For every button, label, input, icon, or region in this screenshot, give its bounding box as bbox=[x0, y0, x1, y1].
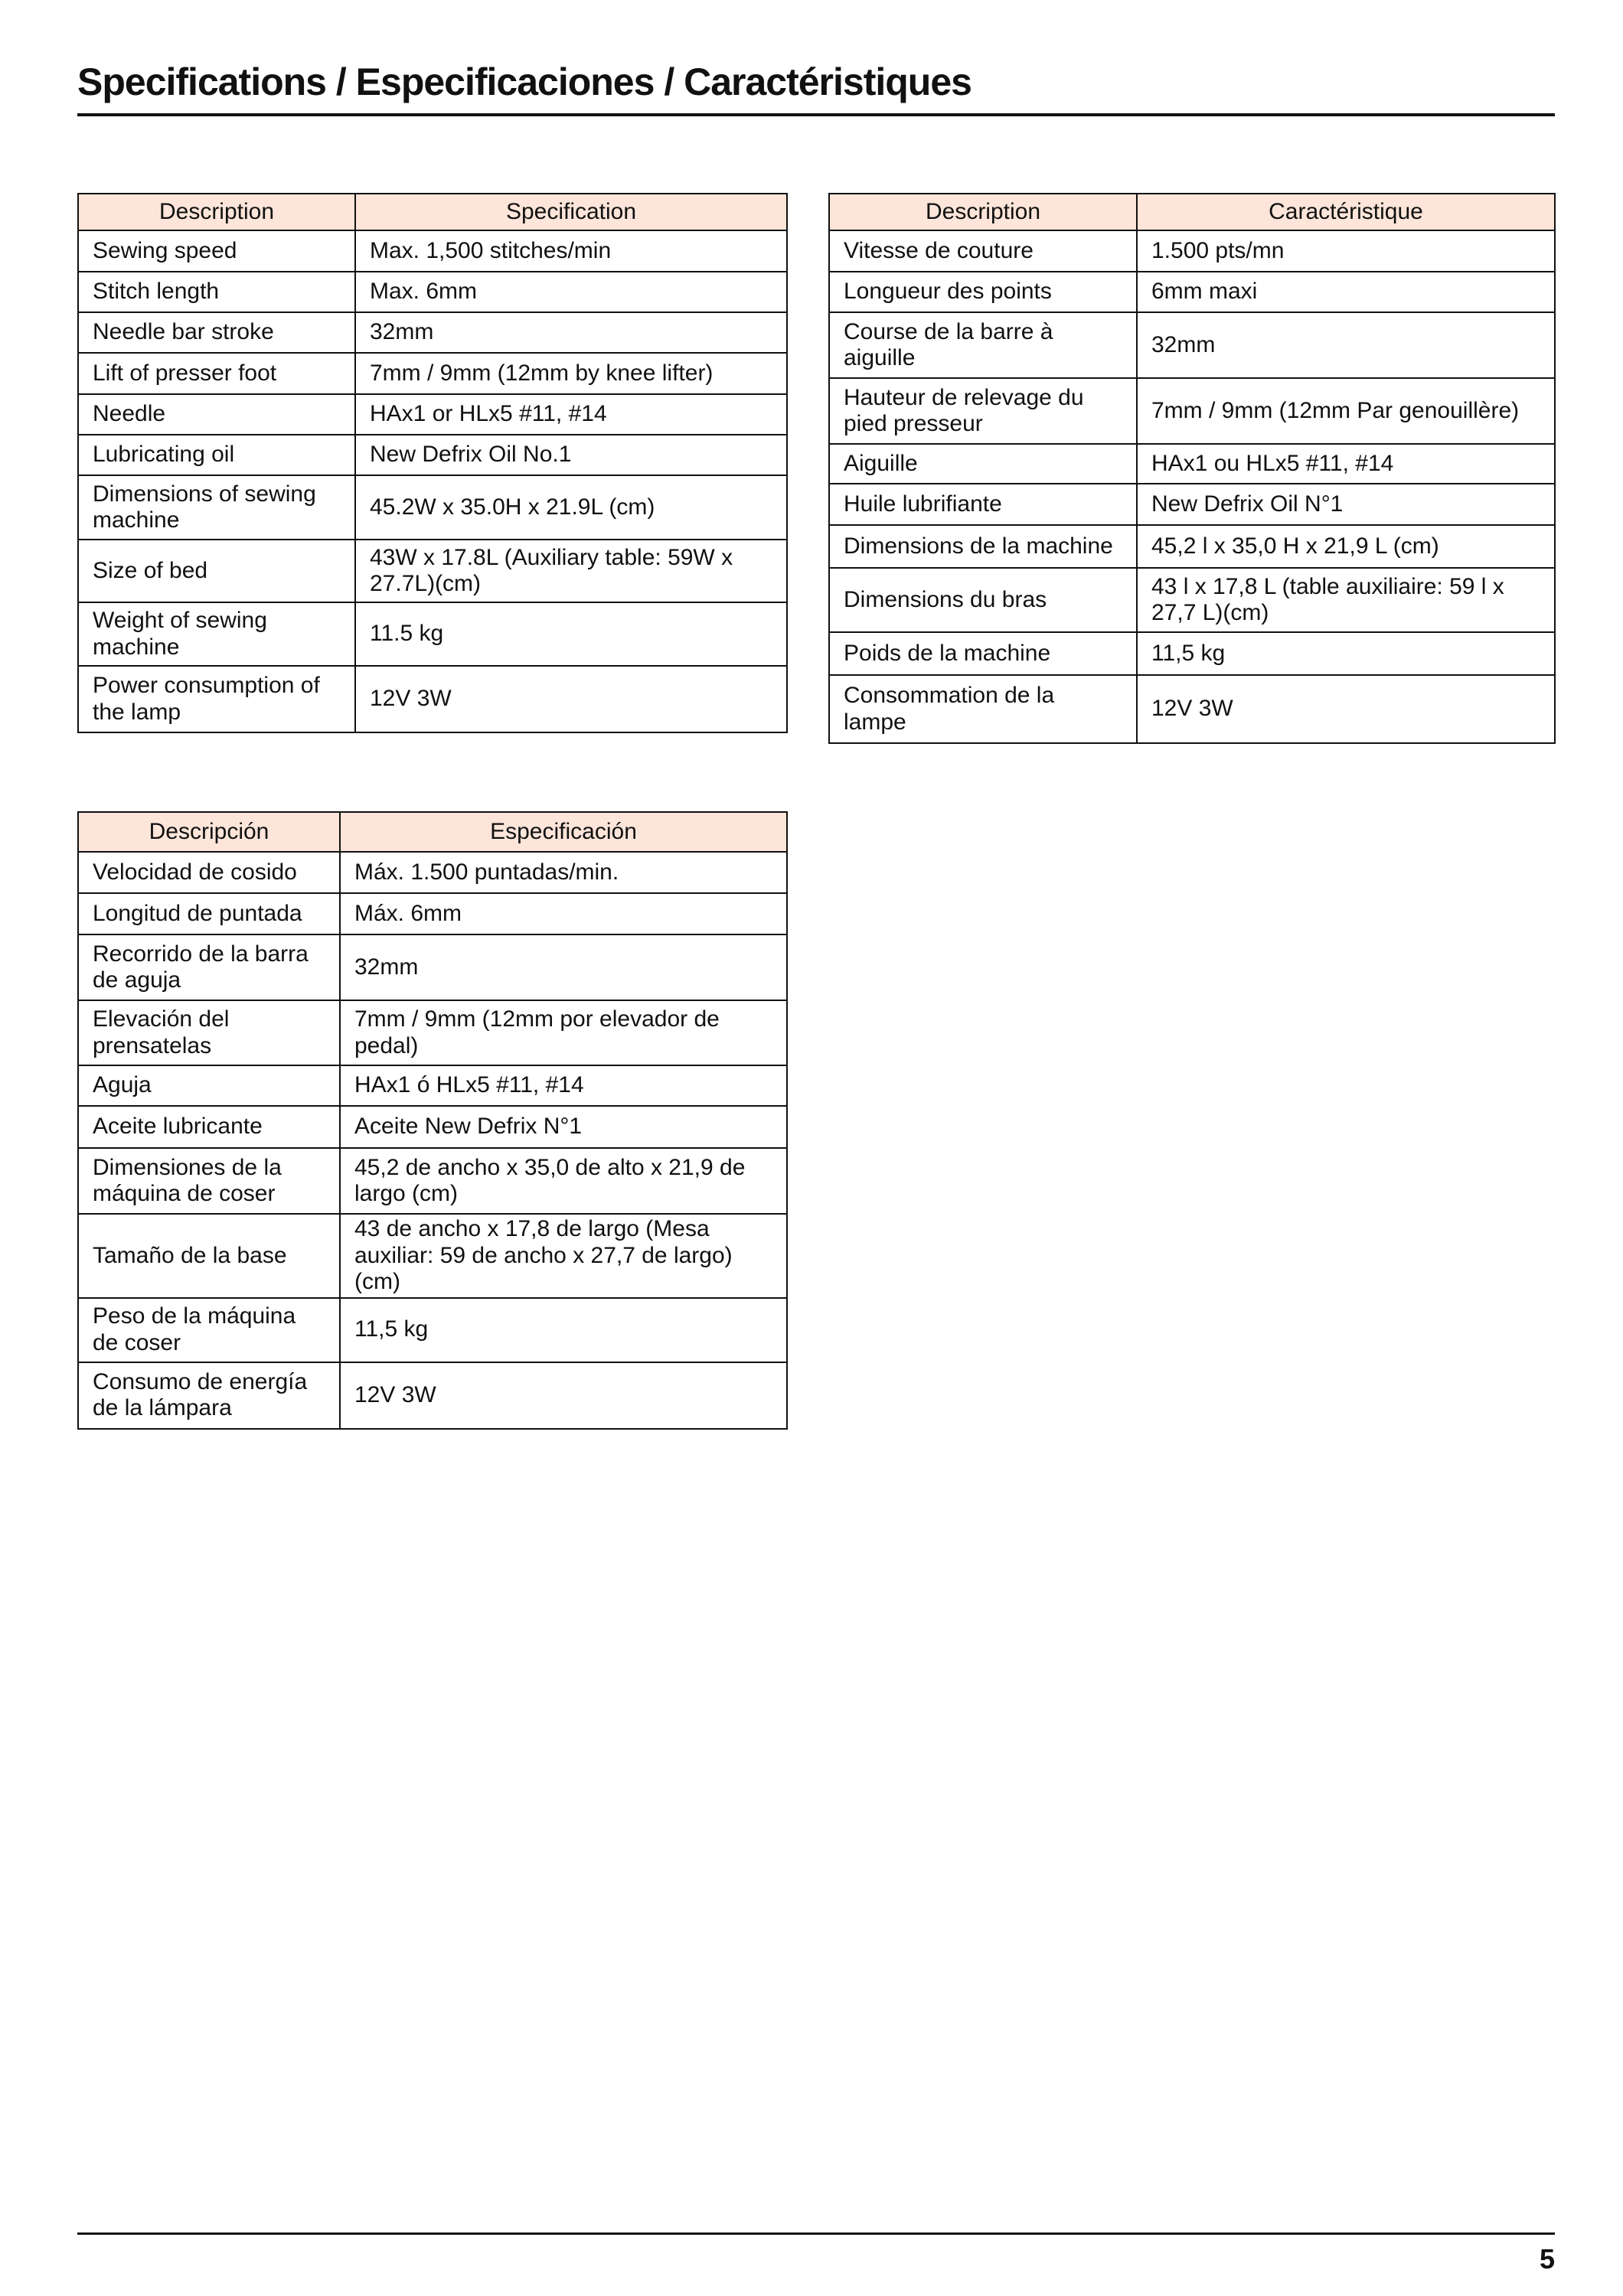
table-row bbox=[78, 230, 787, 272]
row-value: 43 l x 17,8 L (table auxiliaire: 59 l x 27,7 L)(cm) bbox=[1137, 568, 1555, 632]
page-number: 5 bbox=[1539, 2243, 1555, 2275]
row-value: 12V 3W bbox=[355, 666, 787, 732]
table-row bbox=[829, 444, 1555, 484]
table-row bbox=[78, 1148, 787, 1214]
row-value: HAx1 ou HLx5 #11, #14 bbox=[1137, 444, 1555, 484]
header-description: Description bbox=[78, 194, 355, 230]
table-row bbox=[78, 435, 787, 475]
row-value: New Defrix Oil N°1 bbox=[1137, 484, 1555, 525]
header-caracteristique: Caractéristique bbox=[1137, 194, 1555, 230]
row-label: Power consumption of the lamp bbox=[78, 666, 355, 732]
table-row bbox=[829, 632, 1555, 675]
row-value: 11.5 kg bbox=[355, 602, 787, 666]
row-value: 43W x 17.8L (Auxiliary table: 59W x 27.7L)(cm) bbox=[355, 540, 787, 602]
table-row bbox=[829, 312, 1555, 378]
table-row bbox=[78, 893, 787, 934]
row-label: Longitud de puntada bbox=[78, 893, 340, 934]
row-label: Needle bbox=[78, 394, 355, 435]
row-label: Aceite lubricante bbox=[78, 1106, 340, 1148]
row-value: 11,5 kg bbox=[1137, 632, 1555, 675]
table-row bbox=[78, 602, 787, 666]
row-label: Course de la barre à aiguille bbox=[829, 312, 1137, 378]
header-especificacion: Especificación bbox=[340, 812, 787, 852]
row-value: 32mm bbox=[1137, 312, 1555, 378]
row-label: Lubricating oil bbox=[78, 435, 355, 475]
row-label: Dimensions du bras bbox=[829, 568, 1137, 632]
row-label: Aiguille bbox=[829, 444, 1137, 484]
footer-divider bbox=[77, 2232, 1555, 2235]
row-label: Needle bar stroke bbox=[78, 312, 355, 353]
row-value: 45,2 l x 35,0 H x 21,9 L (cm) bbox=[1137, 525, 1555, 568]
row-label: Consommation de la lampe bbox=[829, 675, 1137, 743]
row-value: Max. 6mm bbox=[355, 272, 787, 312]
row-label: Hauteur de relevage du pied presseur bbox=[829, 378, 1137, 444]
row-label: Velocidad de cosido bbox=[78, 852, 340, 893]
table-row bbox=[829, 568, 1555, 632]
row-value: 7mm / 9mm (12mm por elevador de pedal) bbox=[340, 1000, 787, 1065]
row-label: Consumo de energía de la lámpara bbox=[78, 1362, 340, 1429]
row-value: Máx. 1.500 puntadas/min. bbox=[340, 852, 787, 893]
row-label: Huile lubrifiante bbox=[829, 484, 1137, 525]
table-row bbox=[829, 484, 1555, 525]
table-row bbox=[78, 540, 787, 602]
page-title: Specifications / Especificaciones / Caractéristiques bbox=[77, 60, 972, 103]
row-label: Peso de la máquina de coser bbox=[78, 1298, 340, 1362]
row-label: Recorrido de la barra de aguja bbox=[78, 934, 340, 1000]
row-value: 7mm / 9mm (12mm Par genouillère) bbox=[1137, 378, 1555, 444]
row-value: New Defrix Oil No.1 bbox=[355, 435, 787, 475]
table-header-row bbox=[78, 812, 787, 852]
row-label: Lift of presser foot bbox=[78, 353, 355, 394]
table-row bbox=[78, 666, 787, 732]
table-row bbox=[829, 378, 1555, 444]
table-row bbox=[78, 394, 787, 435]
row-value: Aceite New Defrix N°1 bbox=[340, 1106, 787, 1148]
row-label: Poids de la machine bbox=[829, 632, 1137, 675]
table-row bbox=[829, 525, 1555, 568]
row-value: Max. 1,500 stitches/min bbox=[355, 230, 787, 272]
row-value: 12V 3W bbox=[340, 1362, 787, 1429]
table-header-row bbox=[829, 194, 1555, 230]
row-value: 7mm / 9mm (12mm by knee lifter) bbox=[355, 353, 787, 394]
row-value: 1.500 pts/mn bbox=[1137, 230, 1555, 272]
table-row bbox=[78, 353, 787, 394]
table-row bbox=[78, 1214, 787, 1298]
header-specification: Specification bbox=[355, 194, 787, 230]
row-value: HAx1 ó HLx5 #11, #14 bbox=[340, 1065, 787, 1106]
table-row bbox=[78, 1362, 787, 1429]
table-row bbox=[78, 1106, 787, 1148]
row-label: Dimensiones de la máquina de coser bbox=[78, 1148, 340, 1214]
table-row bbox=[78, 1000, 787, 1065]
table-row bbox=[829, 272, 1555, 312]
row-value: 32mm bbox=[355, 312, 787, 353]
row-label: Weight of sewing machine bbox=[78, 602, 355, 666]
row-label: Dimensions of sewing machine bbox=[78, 475, 355, 540]
row-value: 11,5 kg bbox=[340, 1298, 787, 1362]
row-label: Aguja bbox=[78, 1065, 340, 1106]
french-spec-table bbox=[828, 193, 1556, 744]
table-row bbox=[829, 675, 1555, 743]
row-value: HAx1 or HLx5 #11, #14 bbox=[355, 394, 787, 435]
row-value: 6mm maxi bbox=[1137, 272, 1555, 312]
spanish-spec-table bbox=[77, 811, 788, 1430]
title-divider bbox=[77, 113, 1555, 116]
row-label: Vitesse de couture bbox=[829, 230, 1137, 272]
table-row bbox=[78, 852, 787, 893]
table-row bbox=[829, 230, 1555, 272]
row-label: Elevación del prensatelas bbox=[78, 1000, 340, 1065]
table-row bbox=[78, 272, 787, 312]
row-value: 45.2W x 35.0H x 21.9L (cm) bbox=[355, 475, 787, 540]
table-row bbox=[78, 475, 787, 540]
row-value: 45,2 de ancho x 35,0 de alto x 21,9 de largo (cm) bbox=[340, 1148, 787, 1214]
header-description: Description bbox=[829, 194, 1137, 230]
row-value: 32mm bbox=[340, 934, 787, 1000]
row-value: 12V 3W bbox=[1137, 675, 1555, 743]
row-label: Sewing speed bbox=[78, 230, 355, 272]
row-label: Tamaño de la base bbox=[78, 1214, 340, 1298]
table-header-row bbox=[78, 194, 787, 230]
row-label: Size of bed bbox=[78, 540, 355, 602]
table-row bbox=[78, 312, 787, 353]
table-row bbox=[78, 934, 787, 1000]
table-row bbox=[78, 1065, 787, 1106]
row-label: Stitch length bbox=[78, 272, 355, 312]
header-descripcion: Descripción bbox=[78, 812, 340, 852]
row-label: Longueur des points bbox=[829, 272, 1137, 312]
row-label: Dimensions de la machine bbox=[829, 525, 1137, 568]
row-value: 43 de ancho x 17,8 de largo (Mesa auxiliar: 59 de ancho x 27,7 de largo)(cm) bbox=[340, 1214, 787, 1298]
row-value: Máx. 6mm bbox=[340, 893, 787, 934]
english-spec-table bbox=[77, 193, 788, 733]
table-row bbox=[78, 1298, 787, 1362]
